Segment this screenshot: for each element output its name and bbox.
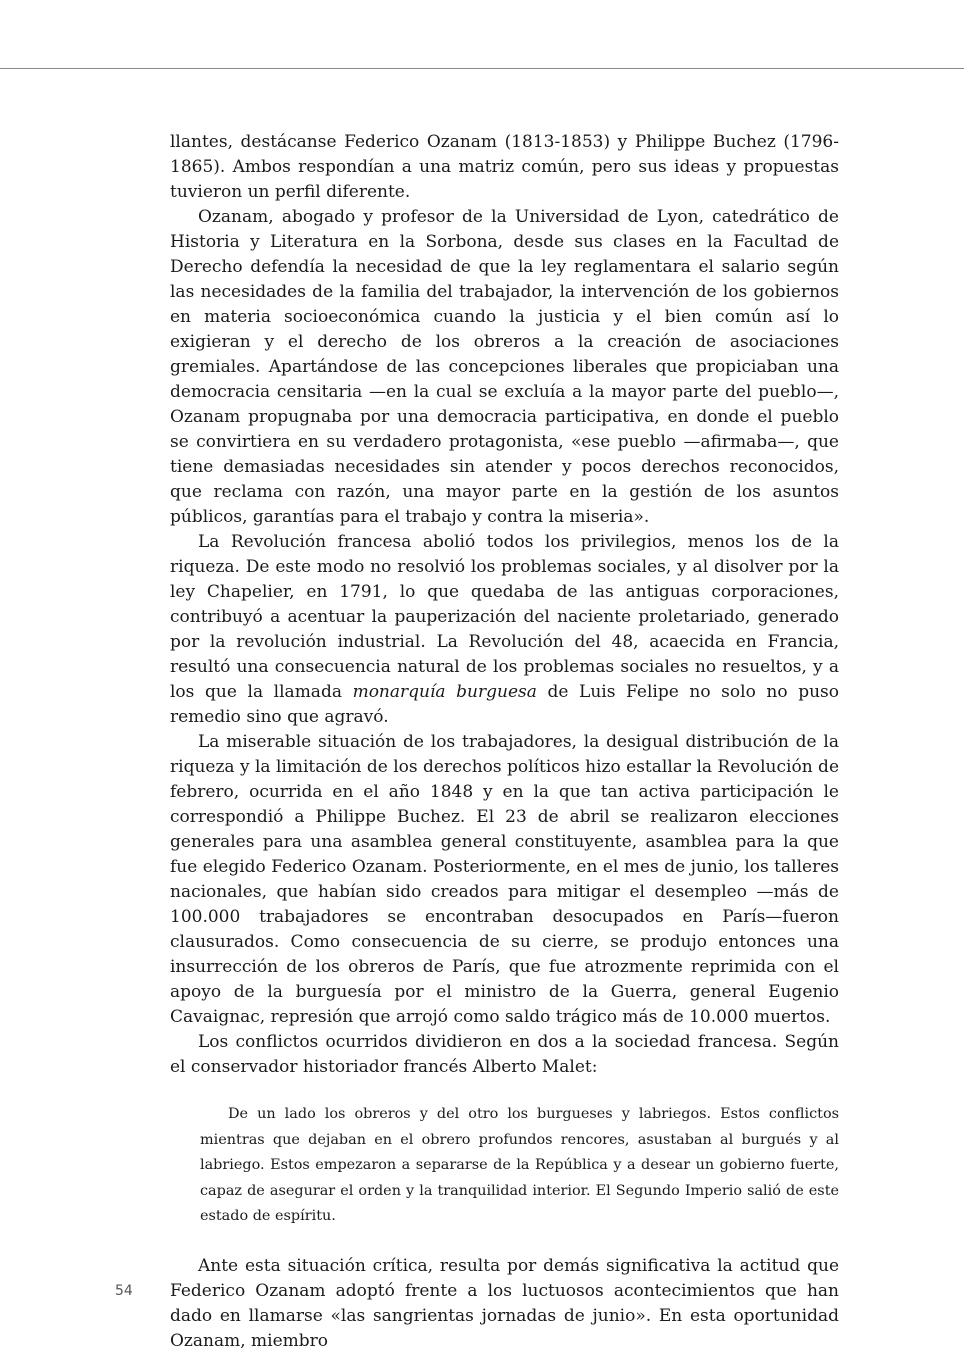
paragraph-situacion-critica: Ante esta situación crítica, resulta por demás significativa la actitud que Federico Ozanam adoptó frente a los luctuosos acontecimientos que han dado en llamarse «las sangrientas jornadas de junio». En esta oportunidad Ozanam, miembro [170,1255,839,1351]
paragraph-text: La Revolución francesa abolió todos los privilegios, menos los de la riqueza. De este modo no resolvió los problemas sociales, y al disolver por la ley Chapelier, en 1791, lo que quedaba de las antiguas corporaciones, contribuyó a acentuar la pauperización del naciente proletariado, generado por la revolución industrial. La Revolución del 48, acaecida en Francia, resultó una consecuencia natural de los problemas sociales no resueltos, y a los que la llamada [170,532,839,702]
paragraph-conflictos: Los conflictos ocurridos dividieron en dos a la sociedad francesa. Según el conservador historiador francés Alberto Malet: [170,1032,839,1077]
block-quote: De un lado los obreros y del otro los burgueses y labriegos. Estos conflictos mientras que dejaban en el obrero profundos rencores, asustaban al burgués y al labriego. Estos empezaron a separarse de la República y a desear un gobierno fuerte, capaz de asegurar el orden y la tranquilidad interior. El Segundo Imperio salió de este estado de espíritu. [200,1106,839,1224]
paragraph-continuation: llantes, destácanse Federico Ozanam (1813-1853) y Philippe Buchez (1796-1865). Ambos respondían a una matriz común, pero sus ideas y propuestas tuvieron un perfil diferente. [170,132,839,202]
paragraph-revolucion-febrero: La miserable situación de los trabajadores, la desigual distribución de la riqueza y la limitación de los derechos políticos hizo estallar la Revolución de febrero, ocurrida en el año 1848 y en la que tan activa participación le correspondió a Philippe Buchez. El 23 de abril se realizaron elecciones generales para una asamblea general constituyente, asamblea para la que fue elegido Federico Ozanam. Posteriormente, en el mes de junio, los talleres nacionales, que habían sido creados para mitigar el desempleo —más de 100.000 trabajadores se encontraban desocupados en París—fueron clausurados. Como consecuencia de su cierre, se produjo entonces una insurrección de los obreros de París, que fue atrozmente reprimida con el apoyo de la burguesía por el ministro de la Guerra, general Eugenio Cavaignac, represión que arrojó como saldo trágico más de 10.000 muertos. [170,732,839,1027]
italic-term: monarquía burguesa [352,682,537,702]
paragraph-ozanam: Ozanam, abogado y profesor de la Universidad de Lyon, catedrático de Historia y Literatura en la Sorbona, desde sus clases en la Facultad de Derecho defendía la necesidad de que la ley reglamentara el salario según las necesidades de la familia del trabajador, la intervención de los gobiernos en materia socioeconómica cuando la justicia y el bien común así lo exigieran y el derecho de los obreros a la creación de asociaciones gremiales. Apartándose de las concepciones liberales que propiciaban una democracia censitaria —en la cual se excluía a la mayor parte del pueblo—, Ozanam propugnaba por una democracia participativa, en donde el pueblo se convirtiera en su verdadero protagonista, «ese pueblo —afirmaba—, que tiene demasiadas necesidades sin atender y pocos derechos reconocidos, que reclama con razón, una mayor parte en la gestión de los asuntos públicos, garantías para el trabajo y contra la miseria». [170,207,839,527]
paragraph-text: de Luis Felipe no solo no puso remedio sino que agravó. [170,682,839,727]
page-number: 54 [115,1283,133,1299]
header-rule [0,68,964,69]
body-text [170,130,839,1354]
paragraph-revolucion-francesa [170,530,839,730]
